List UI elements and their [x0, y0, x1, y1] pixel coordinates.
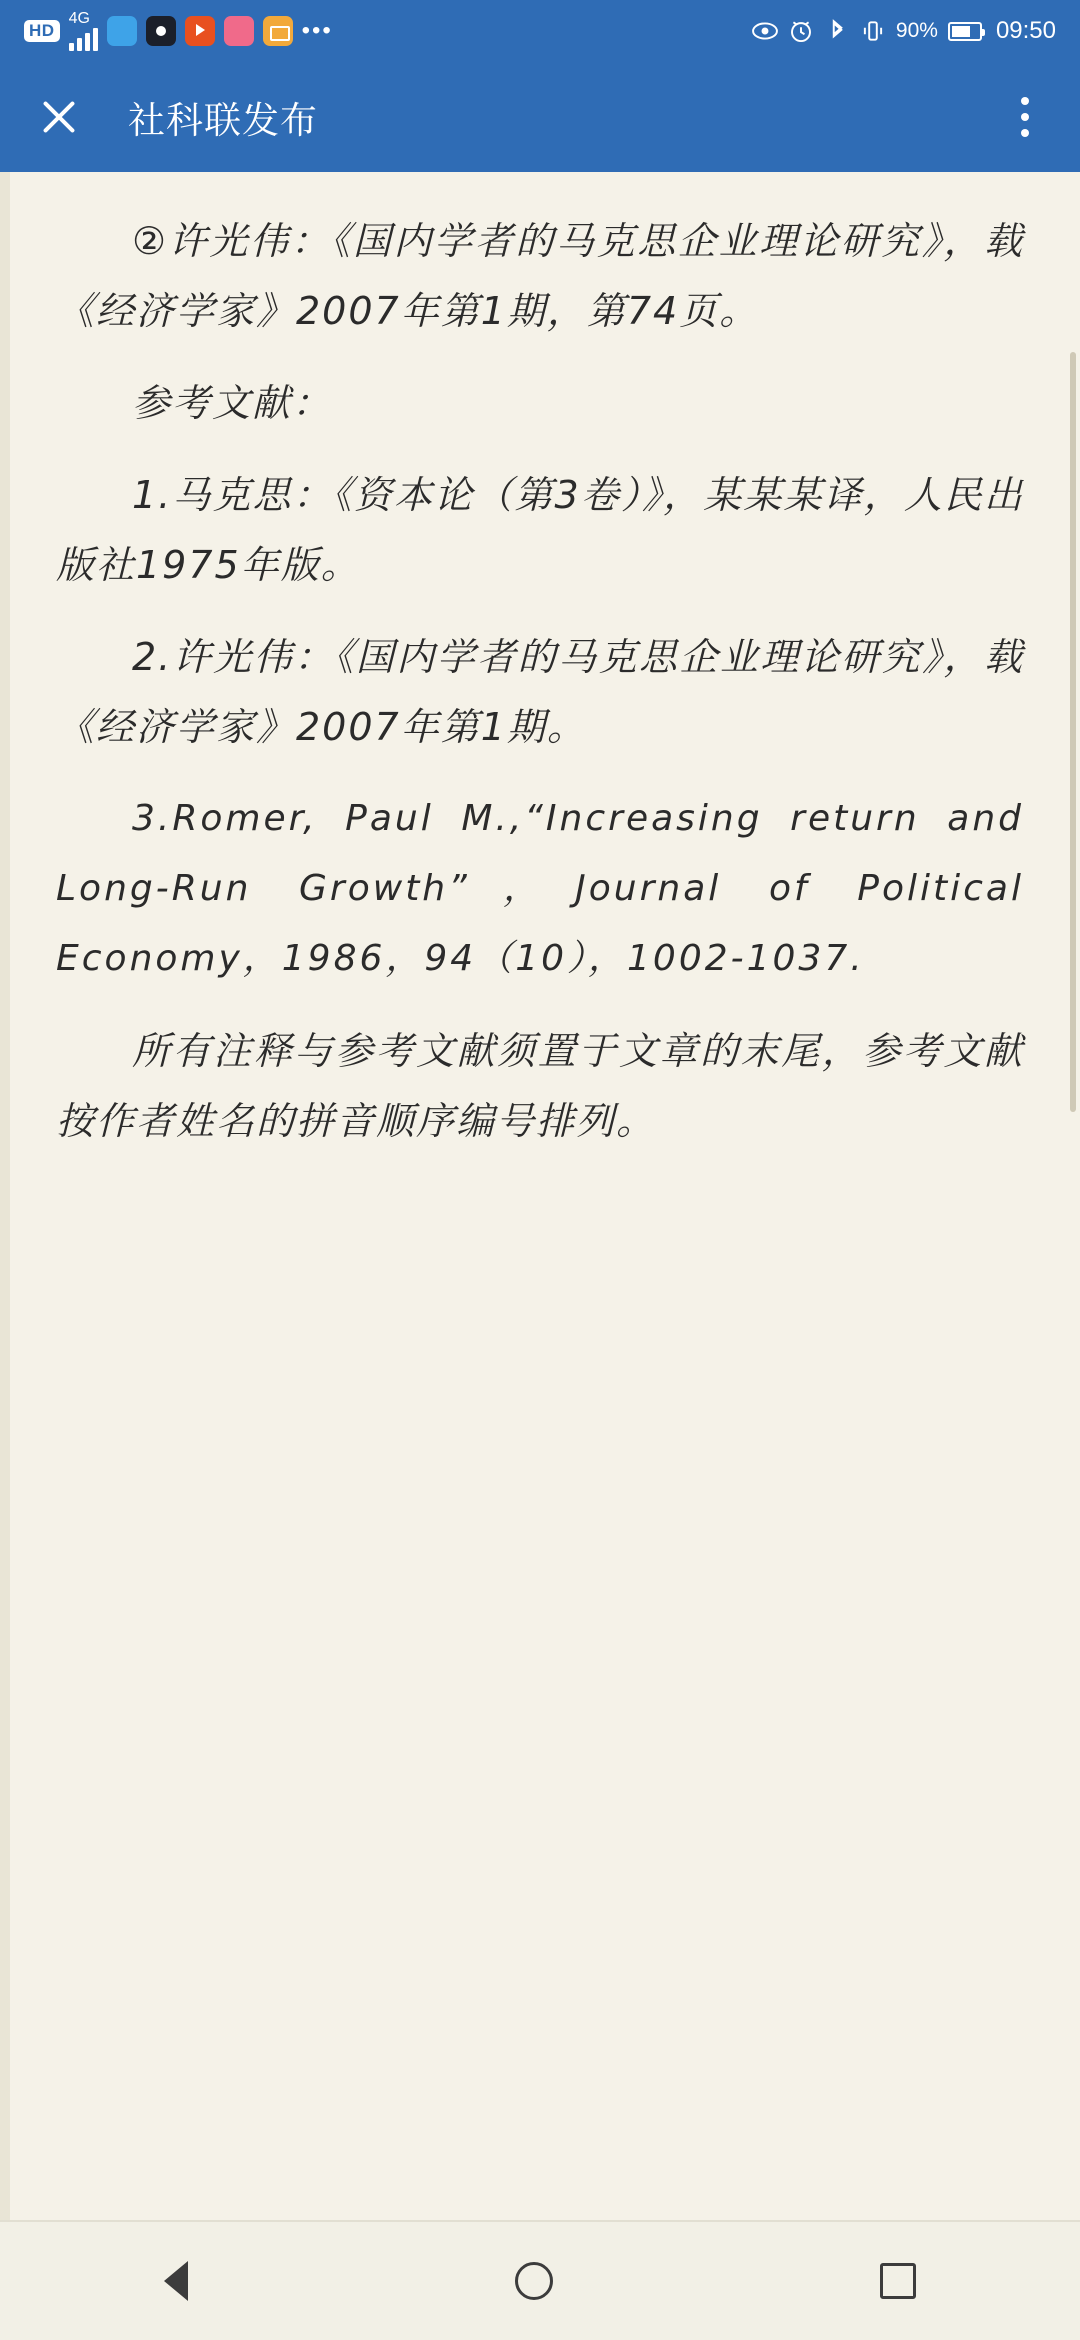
battery-percent-label: 90%	[895, 19, 938, 42]
bluetooth-icon	[824, 18, 850, 44]
camera-icon	[146, 16, 176, 46]
wallet-icon	[263, 16, 293, 46]
network-indicator	[69, 11, 98, 51]
status-bar	[0, 0, 1080, 62]
article-content[interactable]	[0, 172, 1080, 2220]
hd-badge: HD	[24, 20, 60, 42]
more-options-icon[interactable]	[1000, 88, 1050, 146]
close-icon[interactable]	[30, 88, 88, 146]
book-icon	[224, 16, 254, 46]
network-type-label: 4G	[68, 10, 90, 27]
paragraph-ref-3: 3.Romer, Paul M.,“Increasing return and Long-Run Growth”，Journal of Political Economy，1986，94（10），1002-1037.	[56, 798, 1024, 979]
alarm-icon	[788, 18, 814, 44]
paragraph-references-heading: 参考文献：	[132, 381, 333, 425]
page-title: 社科联发布	[128, 100, 318, 141]
paragraph-note-2: ②许光伟：《国内学者的马克思企业理论研究》，载《经济学家》2007年第1期，第74页。	[56, 219, 1024, 333]
signal-bars-icon	[69, 27, 98, 51]
recents-button[interactable]	[880, 2263, 916, 2299]
paragraph-closing-note: 所有注释与参考文献须置于文章的末尾，参考文献按作者姓名的拼音顺序编号排列。	[56, 1029, 1024, 1143]
eye-icon	[752, 18, 778, 44]
chat-icon	[107, 16, 137, 46]
vibrate-icon	[860, 18, 886, 44]
back-button[interactable]	[164, 2261, 188, 2301]
status-bar-left	[24, 11, 333, 51]
battery-charging-icon	[948, 22, 982, 41]
video-player-icon	[185, 16, 215, 46]
scrollbar[interactable]	[1070, 352, 1076, 1112]
app-bar	[0, 62, 1080, 172]
clock-label: 09:50	[995, 17, 1056, 44]
paragraph-ref-2: 2.许光伟：《国内学者的马克思企业理论研究》，载《经济学家》2007年第1期。	[56, 635, 1024, 749]
paragraph-ref-1: 1.马克思：《资本论（第3卷）》，某某某译，人民出版社1975年版。	[56, 473, 1024, 587]
system-nav-bar	[0, 2220, 1080, 2340]
overflow-dots-icon: •••	[301, 17, 333, 44]
status-bar-right	[752, 17, 1056, 45]
home-button[interactable]	[515, 2262, 553, 2300]
